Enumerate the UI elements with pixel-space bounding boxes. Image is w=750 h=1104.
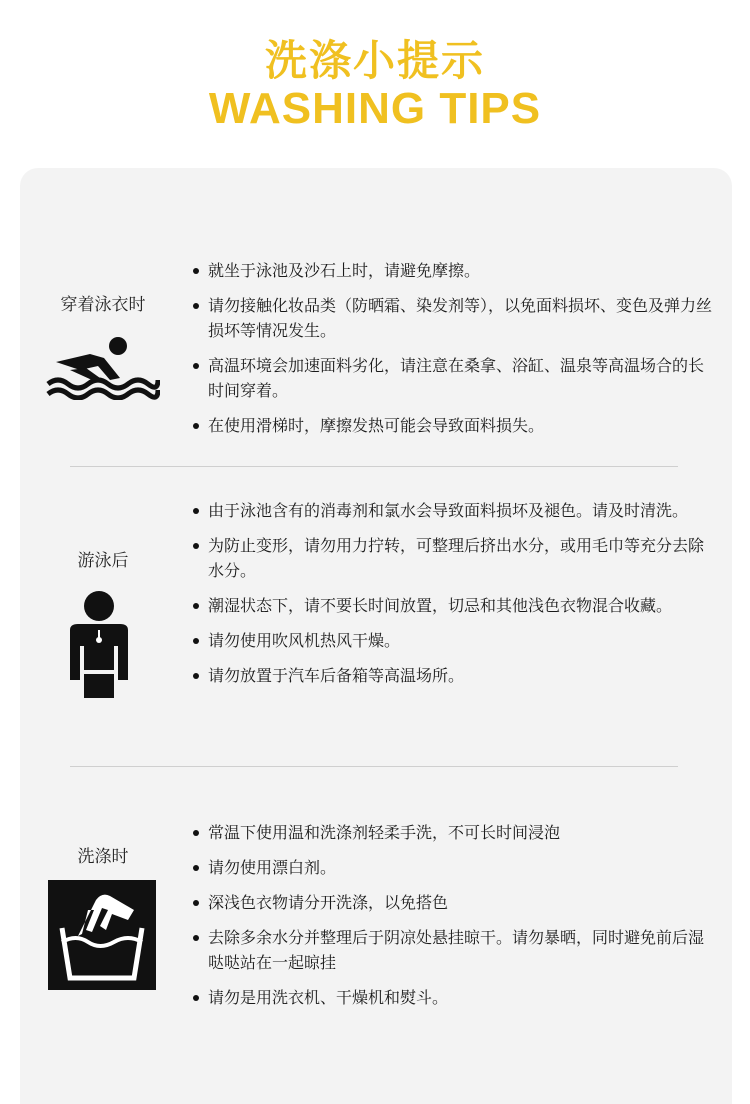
tips-list-after-swim (192, 498, 712, 698)
section-label-after-swim: 游泳后 (77, 551, 129, 571)
section-label-wearing: 穿着泳衣时 (60, 295, 146, 315)
hand-wash-icon (48, 880, 156, 994)
tip-item: 请勿使用吹风机热风干燥。 (192, 628, 712, 653)
tip-item: 就坐于泳池及沙石上时，请避免摩擦。 (192, 258, 712, 283)
section-divider (70, 466, 678, 467)
swimmer-icon (46, 330, 160, 404)
tip-item: 在使用滑梯时，摩擦发热可能会导致面料损失。 (192, 413, 712, 438)
tip-item: 请勿使用漂白剂。 (192, 855, 712, 880)
section-label-washing: 洗涤时 (77, 847, 129, 867)
person-icon (64, 590, 134, 704)
page-title-cn: 洗涤小提示 (264, 36, 485, 85)
tips-list-washing (192, 820, 712, 1020)
tip-item: 去除多余水分并整理后于阴凉处悬挂晾干。请勿暴晒，同时避免前后湿哒哒站在一起晾挂 (192, 925, 712, 975)
page-title-en: WASHING TIPS (208, 84, 542, 133)
tip-item: 深浅色衣物请分开洗涤，以免搭色 (192, 890, 712, 915)
section-divider (70, 766, 678, 767)
tip-item: 由于泳池含有的消毒剂和氯水会导致面料损坏及褪色。请及时清洗。 (192, 498, 712, 523)
tip-item: 高温环境会加速面料劣化，请注意在桑拿、浴缸、温泉等高温场合的长时间穿着。 (192, 353, 712, 403)
tip-item: 常温下使用温和洗涤剂轻柔手洗，不可长时间浸泡 (192, 820, 712, 845)
tips-list-wearing (192, 258, 712, 448)
tip-item: 潮湿状态下，请不要长时间放置，切忌和其他浅色衣物混合收藏。 (192, 593, 712, 618)
tip-item: 为防止变形，请勿用力拧转，可整理后挤出水分，或用毛巾等充分去除水分。 (192, 533, 712, 583)
tip-item: 请勿是用洗衣机、干燥机和熨斗。 (192, 985, 712, 1010)
tip-item: 请勿接触化妆品类（防晒霜、染发剂等），以免面料损坏、变色及弹力丝损坏等情况发生。 (192, 293, 712, 343)
tip-item: 请勿放置于汽车后备箱等高温场所。 (192, 663, 712, 688)
